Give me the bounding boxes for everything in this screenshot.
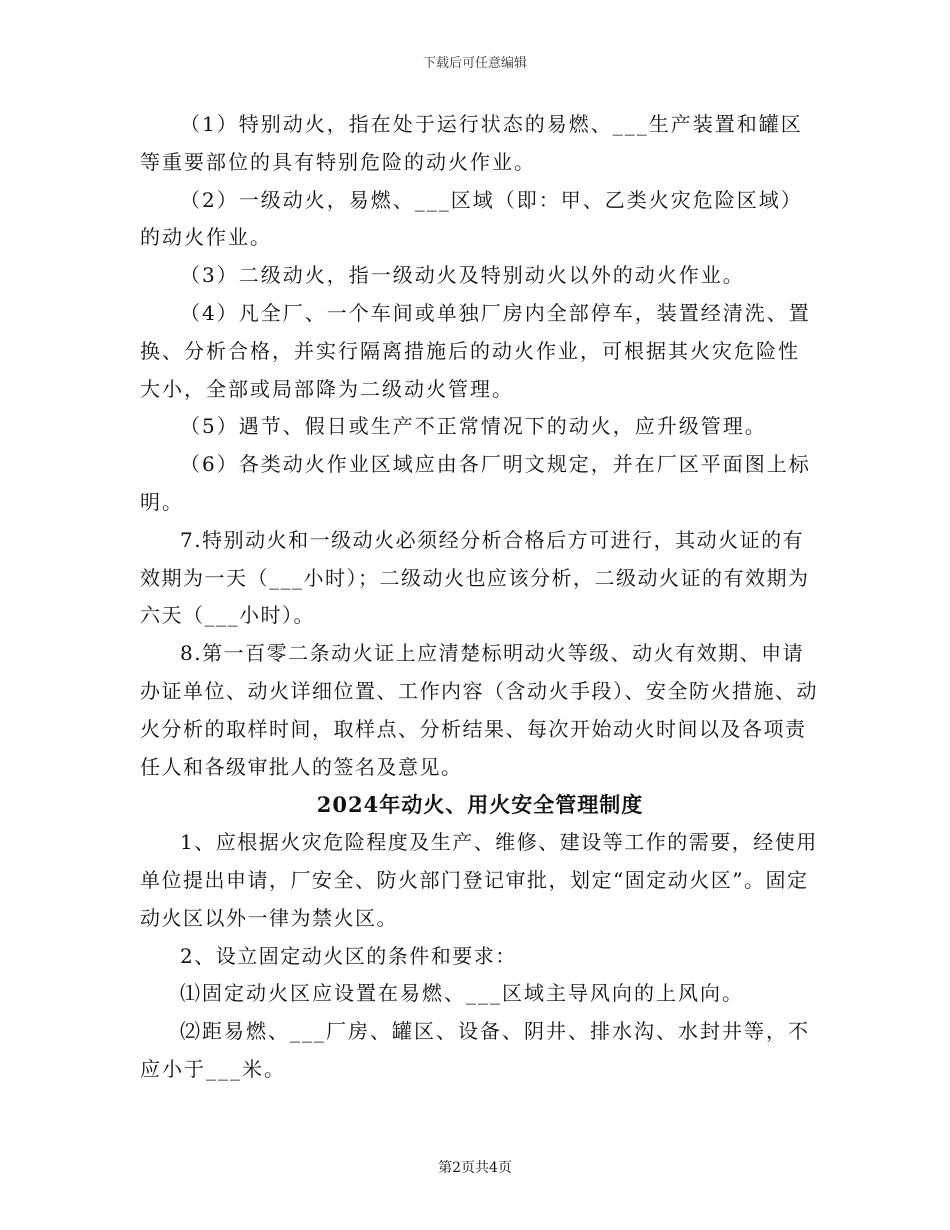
paragraph-second-level-fire: （3）二级动火，指一级动火及特别动火以外的动火作业。 bbox=[180, 263, 745, 288]
section-title: 2024年动火、用火安全管理制度 bbox=[316, 792, 644, 818]
paragraph-holiday-fire: （5）遇节、假日或生产不正常情况下的动火，应升级管理。 bbox=[180, 414, 767, 439]
paragraph-zone-conditions: 2、设立固定动火区的条件和要求： bbox=[180, 943, 517, 968]
paragraph-special-fire: （1）特别动火，指在处于运行状态的易燃、___生产装置和罐区等重要部位的具有特别危险的动火作业。 bbox=[140, 112, 803, 174]
paragraph-permit-contents: 8.第一百零二条动火证上应清楚标明动火等级、动火有效期、申请办证单位、动火详细位置、工作内容（含动火手段）、安全防火措施、动火分析的取样时间，取样点、分析结果、每次开始动火时间以及各项责任人和各级审批人的签名及意见。 bbox=[140, 641, 818, 779]
document-body bbox=[140, 106, 820, 1089]
page-header-note: 下载后可任意编辑 bbox=[422, 56, 527, 71]
paragraph-fixed-fire-zone: 1、应根据火灾危险程度及生产、维修、建设等工作的需要，经使用单位提出申请，厂安全、防火部门登记审批，划定“固定动火区”。固定动火区以外一律为禁火区。 bbox=[140, 830, 818, 930]
paragraph-zone-distance: ⑵距易燃、___厂房、罐区、设备、阴井、排水沟、水封井等，不应小于___米。 bbox=[140, 1019, 810, 1081]
paragraph-zone-wind: ⑴固定动火区应设置在易燃、___区域主导风向的上风向。 bbox=[180, 981, 744, 1006]
paragraph-fire-zones: （6）各类动火作业区域应由各厂明文规定，并在厂区平面图上标明。 bbox=[140, 452, 811, 514]
page-number: 第2页共4页 bbox=[438, 1160, 512, 1176]
paragraph-full-shutdown: （4）凡全厂、一个车间或单独厂房内全部停车，装置经清洗、置换、分析合格，并实行隔离措施后的动火作业，可根据其火灾危险性大小，全部或局部降为二级动火管理。 bbox=[140, 300, 811, 401]
paragraph-permit-validity: 7.特别动火和一级动火必须经分析合格后方可进行，其动火证的有效期为一天（___小时）；二级动火也应该分析，二级动火证的有效期为六天（___小时）。 bbox=[140, 527, 810, 628]
paragraph-first-level-fire: （2）一级动火，易燃、___区域（即：甲、乙类火灾危险区域）的动火作业。 bbox=[140, 187, 803, 250]
